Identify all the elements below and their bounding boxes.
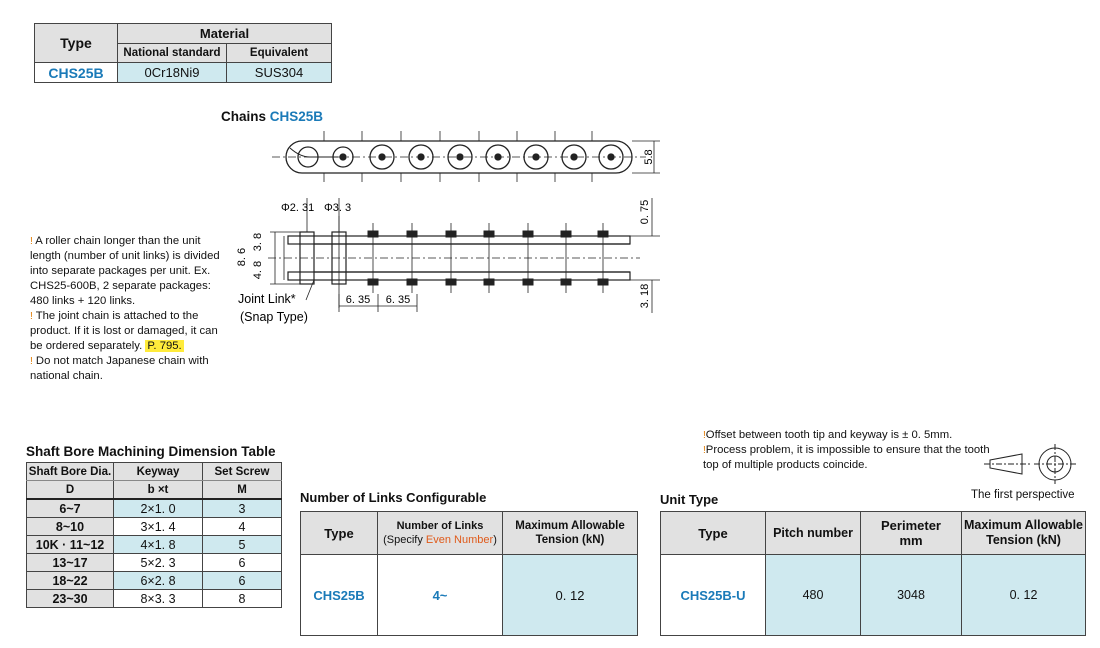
links-table-title: Number of Links Configurable [300,490,487,505]
note-icon: ! [30,236,33,247]
equivalent-value: SUS304 [227,63,332,83]
table-cell: 5 [203,536,282,554]
unit-tension-header: Maximum Allowable Tension (kN) [962,512,1086,555]
material-header: Material [118,24,332,44]
unit-table-title: Unit Type [660,492,719,507]
note-2 [30,309,230,354]
table-cell: 2×1. 0 [114,499,203,518]
unit-type-header: Type [661,512,766,555]
unit-pitch-header: Pitch number [766,512,861,555]
table-cell: 23~30 [27,590,114,608]
dim-width-outer: 8. 6 [236,247,248,267]
unit-type-value: CHS25B-U [661,555,766,636]
note-icon: ! [30,311,33,322]
dim-width-link: 4. 8 [252,260,264,280]
note-1 [30,234,230,309]
notes [30,234,230,384]
chains-title [221,109,323,124]
offset-note-2 [703,443,993,473]
table-row [27,499,282,518]
dim-pin-length: 3. 18 [639,283,651,309]
note-2-text: The joint chain is attached to the product. If it is lost or damaged, it can be ordered separately. [30,310,218,352]
shaft-header-dia: Shaft Bore Dia. [27,463,114,481]
links-type-value: CHS25B [301,555,378,636]
table-cell: 6×2. 8 [114,572,203,590]
unit-perimeter-value: 3048 [861,555,962,636]
perspective-label: The first perspective [971,489,1075,501]
snap-type-label: (Snap Type) [240,310,308,324]
chains-label: Chains [221,109,267,124]
links-tension-value: 0. 12 [503,555,638,636]
material-type-value: CHS25B [35,63,118,83]
offset-note-1-text: Offset between tooth tip and keyway is ± 0. 5mm. [705,429,953,441]
dim-width-inner: 3. 8 [252,232,264,252]
unit-perimeter-label: Perimeter [881,518,941,533]
table-cell: 6 [203,554,282,572]
links-count-subheader: (Specify Even Number) [383,534,497,546]
links-count-value: 4~ [378,555,503,636]
equivalent-header: Equivalent [227,43,332,63]
table-cell: 8~10 [27,518,114,536]
table-row [27,590,282,608]
note-icon: ! [703,430,706,441]
table-cell: 13~17 [27,554,114,572]
table-row [27,518,282,536]
unit-perimeter-unit: mm [899,533,923,548]
chain-side-view [268,198,660,313]
material-type-header: Type [35,24,118,63]
chain-diagram [228,128,668,328]
material-table [34,23,332,83]
links-tension-header: Maximum Allowable Tension (kN) [503,512,638,555]
shaft-header-setscrew: Set Screw [203,463,282,481]
shaft-subheader-bt: b ×t [114,481,203,500]
dim-top: 0. 75 [639,199,651,225]
table-cell: 6~7 [27,499,114,518]
table-cell: 8 [203,590,282,608]
table-cell: 18~22 [27,572,114,590]
offset-notes [703,428,993,473]
table-row [27,554,282,572]
table-cell: 10K · 11~12 [27,536,114,554]
dim-pitch-2: 6. 35 [385,294,411,306]
shaft-table-title: Shaft Bore Machining Dimension Table [26,444,276,459]
joint-link-label: Joint Link* [238,292,296,306]
table-row [27,536,282,554]
offset-note-1 [703,428,993,443]
table-cell: 3 [203,499,282,518]
national-standard-header: National standard [118,43,227,63]
unit-perimeter-header [861,512,962,555]
chain-top-view [272,131,660,182]
national-standard-value: 0Cr18Ni9 [118,63,227,83]
shaft-header-keyway: Keyway [114,463,203,481]
table-cell: 5×2. 3 [114,554,203,572]
chains-model: CHS25B [269,109,324,124]
shaft-bore-table [26,462,282,608]
page-reference-link[interactable]: P. 795. [147,340,182,352]
links-count-header [378,512,503,555]
note-3-text: Do not match Japanese chain with national chain. [30,355,209,382]
dim-pitch-1: 6. 35 [345,294,371,306]
note-1-text: A roller chain longer than the unit length (number of unit links) is divided into separate packages per unit. Ex. CHS25-600B, 2 separate packages: 480 links + 120 links. [30,235,220,307]
links-table [300,511,638,636]
dim-roller-dia: Φ3. 3 [324,202,352,214]
table-cell: 3×1. 4 [114,518,203,536]
links-count-header-label: Number of Links [396,520,484,532]
unit-pitch-value: 480 [766,555,861,636]
unit-tension-value: 0. 12 [962,555,1086,636]
links-type-header: Type [301,512,378,555]
table-cell: 4×1. 8 [114,536,203,554]
unit-table [660,511,1086,636]
table-cell: 4 [203,518,282,536]
table-cell: 8×3. 3 [114,590,203,608]
note-icon: ! [30,356,33,367]
dim-height: 5.8 [643,149,655,165]
even-number-label: Even Number [425,534,494,546]
first-angle-projection-icon [984,444,1082,484]
table-cell: 6 [203,572,282,590]
offset-note-2-text: Process problem, it is impossible to ensure that the tooth top of multiple products coincide. [703,444,990,471]
note-3 [30,354,230,384]
shaft-subheader-d: D [27,481,114,500]
shaft-subheader-m: M [203,481,282,500]
note-icon: ! [703,445,706,456]
table-row [27,572,282,590]
dim-pin-dia: Φ2. 31 [281,202,315,214]
